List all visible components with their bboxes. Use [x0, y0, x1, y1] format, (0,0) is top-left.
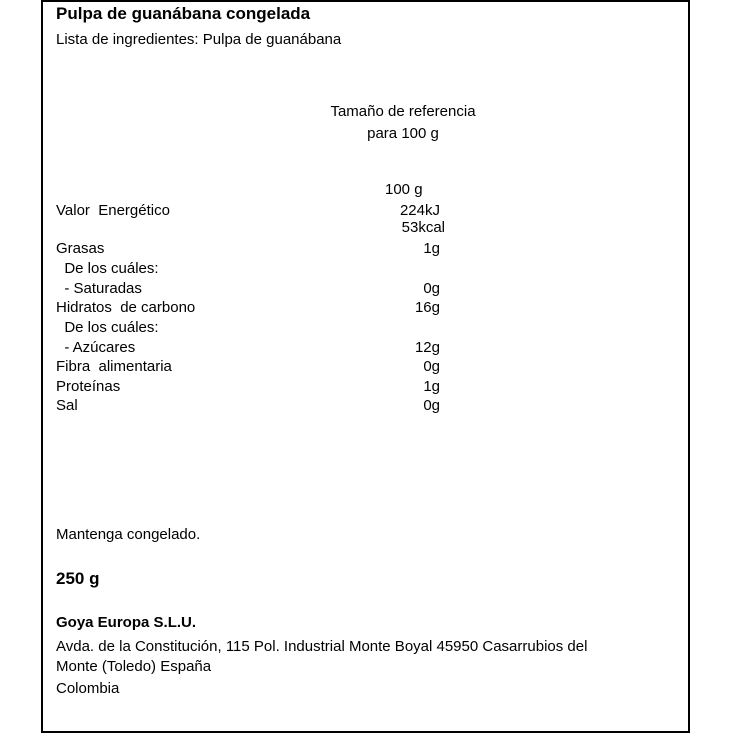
nutrition-row [56, 338, 476, 357]
nutrition-row [56, 396, 476, 415]
nutrition-value: 0g [423, 280, 440, 297]
nutrition-label: De los cuáles: [56, 260, 159, 277]
nutrition-value: 16g [414, 299, 440, 316]
nutrition-energy-kcal: 53kcal [401, 219, 445, 236]
nutrition-value: 1g [423, 378, 440, 395]
nutrition-label: Hidratos de carbono [56, 299, 196, 316]
nutrition-row [56, 357, 476, 376]
ingredients-list: Lista de ingredientes: Pulpa de guanábana [56, 31, 342, 48]
nutrition-label: Sal [56, 397, 78, 414]
country-of-origin: Colombia [56, 680, 120, 697]
nutrition-row [56, 279, 476, 298]
manufacturer-address-line2: Monte (Toledo) España [56, 658, 212, 675]
nutrition-row [56, 377, 476, 396]
nutrition-value: 12g [414, 339, 440, 356]
nutrition-row [56, 318, 476, 337]
nutrition-label: De los cuáles: [56, 319, 159, 336]
nutrition-label: Grasas [56, 240, 105, 257]
nutrition-row [56, 298, 476, 317]
nutrition-row [56, 239, 476, 258]
manufacturer-name: Goya Europa S.L.U. [56, 614, 197, 631]
nutrition-value: 224kJ [399, 202, 440, 219]
nutrition-value: 1g [423, 240, 440, 257]
nutrition-label: Proteínas [56, 378, 121, 395]
manufacturer-address-line1: Avda. de la Constitución, 115 Pol. Industrial Monte Boyal 45950 Casarrubios del [56, 638, 588, 655]
storage-instructions: Mantenga congelado. [56, 526, 201, 543]
nutrition-label: - Azúcares [56, 339, 136, 356]
nutrition-label: - Saturadas [56, 280, 142, 297]
nutrition-label: Valor Energético [56, 202, 170, 219]
label-frame [41, 0, 690, 733]
nutrition-label: Fibra alimentaria [56, 358, 172, 375]
nutrition-column-header: 100 g [385, 181, 423, 198]
product-title: Pulpa de guanábana congelada [56, 4, 311, 23]
nutrition-value: 0g [423, 397, 440, 414]
reference-size-line2: para 100 g [367, 125, 439, 142]
nutrition-value: 0g [423, 358, 440, 375]
nutrition-row-energy [56, 201, 476, 220]
nutrition-row [56, 259, 476, 278]
reference-size-line1: Tamaño de referencia [330, 103, 476, 120]
net-weight: 250 g [56, 569, 100, 588]
